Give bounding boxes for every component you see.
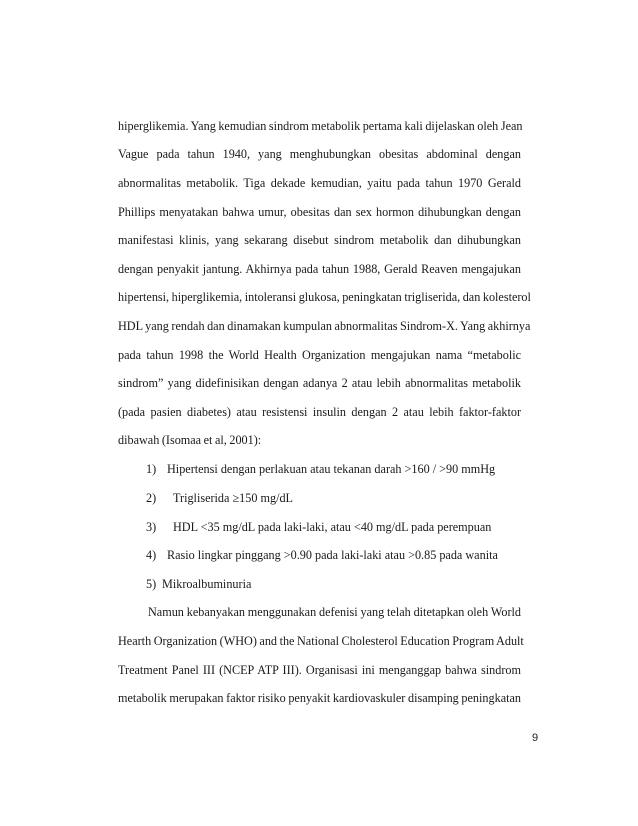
- list-item-number: 2): [146, 491, 157, 505]
- paragraph-2-line-3: Treatment Panel III (NCEP ATP III). Organisasi ini menganggap bahwa sindrom: [118, 663, 521, 677]
- paragraph-1-line-6: dengan penyakit jantung. Akhirnya pada tahun 1988, Gerald Reaven mengajukan: [118, 262, 521, 276]
- list-item-text: HDL <35 mg/dL pada laki-laki, atau <40 mg/dL pada perempuan: [173, 520, 492, 534]
- paragraph-1-line-1: hiperglikemia. Yang kemudian sindrom metabolik pertama kali dijelaskan oleh Jean: [118, 119, 523, 133]
- paragraph-1-line-4: Phillips menyatakan bahwa umur, obesitas dan sex hormon dihubungkan dengan: [118, 205, 521, 219]
- page-number: 9: [532, 732, 539, 744]
- list-item-number: 4): [146, 548, 157, 562]
- paragraph-2-line-2: Hearth Organization (WHO) and the National Cholesterol Education Program Adult: [118, 634, 524, 648]
- paragraph-1-line-5: manifestasi klinis, yang sekarang disebut sindrom metabolik dan dihubungkan: [118, 233, 521, 247]
- paragraph-1-line-8: HDL yang rendah dan dinamakan kumpulan abnormalitas Sindrom-X. Yang akhirnya: [118, 319, 531, 333]
- list-item-text: Hipertensi dengan perlakuan atau tekanan darah >160 / >90 mmHg: [167, 462, 496, 476]
- list-item-text: Mikroalbuminuria: [162, 577, 252, 591]
- paragraph-1-line-9: pada tahun 1998 the World Health Organization mengajukan nama “metabolic: [118, 348, 521, 362]
- list-item-number: 3): [146, 520, 157, 534]
- paragraph-1-line-7: hipertensi, hiperglikemia, intoleransi glukosa, peningkatan trigliserida, dan kolesterol: [118, 290, 531, 304]
- list-item-number: 5): [146, 577, 157, 591]
- paragraph-2-line-4: metabolik merupakan faktor risiko penyakit kardiovaskuler disamping peningkatan: [118, 691, 521, 705]
- paragraph-1-line-12: dibawah (Isomaa et al, 2001):: [118, 433, 262, 447]
- paragraph-1-line-10: sindrom” yang didefinisikan dengan adanya 2 atau lebih abnormalitas metabolik: [118, 376, 521, 390]
- list-item-text: Trigliserida ≥150 mg/dL: [173, 491, 293, 505]
- paragraph-1-line-3: abnormalitas metabolik. Tiga dekade kemudian, yaitu pada tahun 1970 Gerald: [118, 176, 521, 190]
- paragraph-1-line-2: Vague pada tahun 1940, yang menghubungkan obesitas abdominal dengan: [118, 147, 521, 161]
- paragraph-2-line-1: Namun kebanyakan menggunakan defenisi yang telah ditetapkan oleh World: [148, 605, 521, 619]
- paragraph-1-line-11: (pada pasien diabetes) atau resistensi insulin dengan 2 atau lebih faktor-faktor: [118, 405, 521, 419]
- list-item-number: 1): [146, 462, 157, 476]
- list-item-text: Rasio lingkar pinggang >0.90 pada laki-laki atau >0.85 pada wanita: [167, 548, 498, 562]
